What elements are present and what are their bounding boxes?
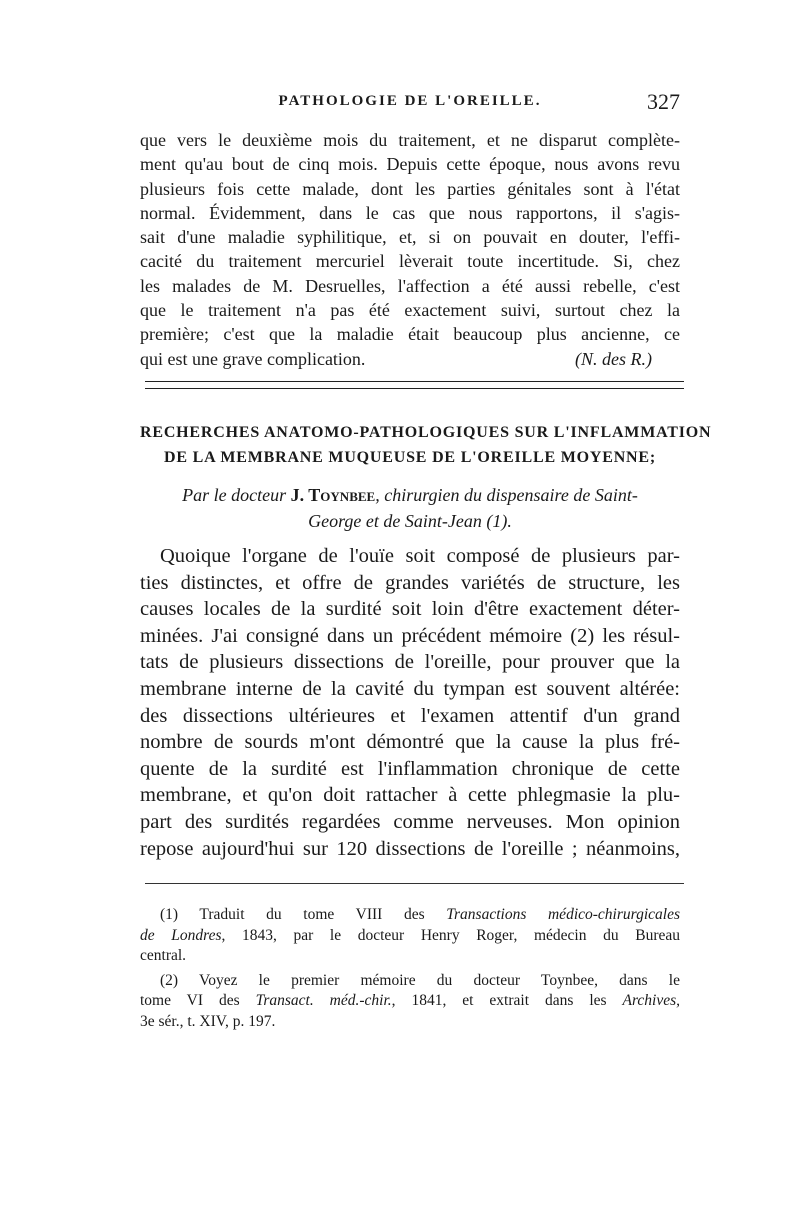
lead-line: plusieurs fois cette malade, dont les parties génitales sont à l'état	[140, 178, 680, 199]
article-title-line: RECHERCHES ANATOMO-PATHOLOGIQUES SUR L'INFLAMMATION	[140, 424, 712, 441]
body-line: causes locales de la surdité soit loin d'être exactement déter-	[140, 598, 680, 621]
editor-signature: (N. des R.)	[575, 348, 652, 369]
author-name: J. Toynbee	[290, 485, 376, 505]
lead-line: qui est une grave complication.	[140, 348, 366, 369]
body-line: part des surdités regardées comme nerveuses. Mon opinion	[140, 810, 680, 833]
byline-prefix: Par le docteur	[182, 485, 287, 505]
article-title	[140, 420, 712, 470]
footnote-text: tome VI des	[140, 992, 256, 1009]
footnote-2-line	[140, 991, 680, 1012]
lead-line: que le traitement n'a pas été exactement suivi, surtout chez la	[140, 300, 680, 321]
section-divider	[145, 381, 684, 389]
footnote-journal: Archives,	[622, 992, 681, 1009]
running-title: PATHOLOGIE DE L'OREILLE.	[278, 93, 542, 109]
article-body	[140, 543, 680, 862]
footnote-journal: Transact. méd.-chir.	[255, 992, 392, 1009]
footnote-text: , 1843, par le docteur Henry Roger, médecin du Bureau	[221, 926, 680, 944]
body-line: tats de plusieurs dissections de l'oreille, pour prouver que la	[140, 651, 680, 674]
page-number: 327	[647, 89, 680, 114]
footnote-1-line	[140, 905, 680, 926]
body-line: membrane interne de la cavité du tympan est souvent altérée:	[140, 677, 680, 700]
body-line: minées. J'ai consigné dans un précédent mémoire (2) les résul-	[140, 624, 680, 647]
footnote-journal: de Londres	[140, 926, 222, 944]
article-title-line: DE LA MEMBRANE MUQUEUSE DE L'OREILLE MOYENNE;	[163, 449, 657, 466]
lead-line: cacité du traitement mercuriel lèverait toute incertitude. Si, chez	[140, 251, 680, 272]
body-line: membrane, et qu'on doit rattacher à cette phlegmasie la plu-	[140, 784, 680, 807]
footnote-1-line: central.	[140, 947, 187, 964]
lead-last-line	[140, 347, 680, 371]
running-head	[140, 89, 680, 123]
lead-line: sait d'une maladie syphilitique, et, si on pouvait en douter, l'effi-	[140, 227, 680, 248]
footnote-text: (1) Traduit du tome VIII des	[160, 906, 447, 923]
byline	[140, 482, 680, 534]
footnote-1-line	[140, 926, 680, 947]
footnote-journal: Transactions médico-chirurgicales	[446, 906, 680, 923]
byline-suffix: , chirurgien du dispensaire de Saint-	[375, 485, 638, 505]
body-line: Quoique l'organe de l'ouïe soit composé de plusieurs par-	[160, 545, 680, 567]
byline-line	[140, 482, 680, 508]
footnote-text: , 1841, et extrait dans les	[391, 992, 623, 1009]
byline-line: George et de Saint-Jean (1).	[308, 511, 512, 531]
body-line: ties distinctes, et offre de grandes variétés de structure, les	[140, 571, 680, 594]
lead-paragraph	[140, 128, 680, 371]
footnote-2-line: (2) Voyez le premier mémoire du docteur Toynbee, dans le	[160, 971, 680, 989]
body-line: des dissections ultérieures et l'examen attentif d'un grand	[140, 704, 680, 727]
lead-line: ment qu'au bout de cinq mois. Depuis cette époque, nous avons revu	[140, 154, 680, 175]
lead-line: que vers le deuxième mois du traitement, et ne disparut complète-	[140, 130, 680, 150]
body-line: repose aujourd'hui sur 120 dissections de l'oreille ; néanmoins,	[140, 837, 680, 860]
lead-line: les malades de M. Desruelles, l'affection a été aussi rebelle, c'est	[140, 275, 680, 296]
footnote-divider	[145, 883, 684, 884]
lead-line: normal. Évidemment, dans le cas que nous rapportons, il s'agis-	[140, 202, 680, 223]
footnote-2-line: 3e sér., t. XIV, p. 197.	[140, 1012, 276, 1030]
body-line: nombre de sourds m'ont démontré que la cause la plus fré-	[140, 731, 680, 754]
footnotes	[140, 905, 680, 1032]
body-line: quente de la surdité est l'inflammation chronique de cette	[140, 757, 680, 780]
lead-line: première; c'est que la maladie était beaucoup plus ancienne, ce	[140, 324, 680, 345]
